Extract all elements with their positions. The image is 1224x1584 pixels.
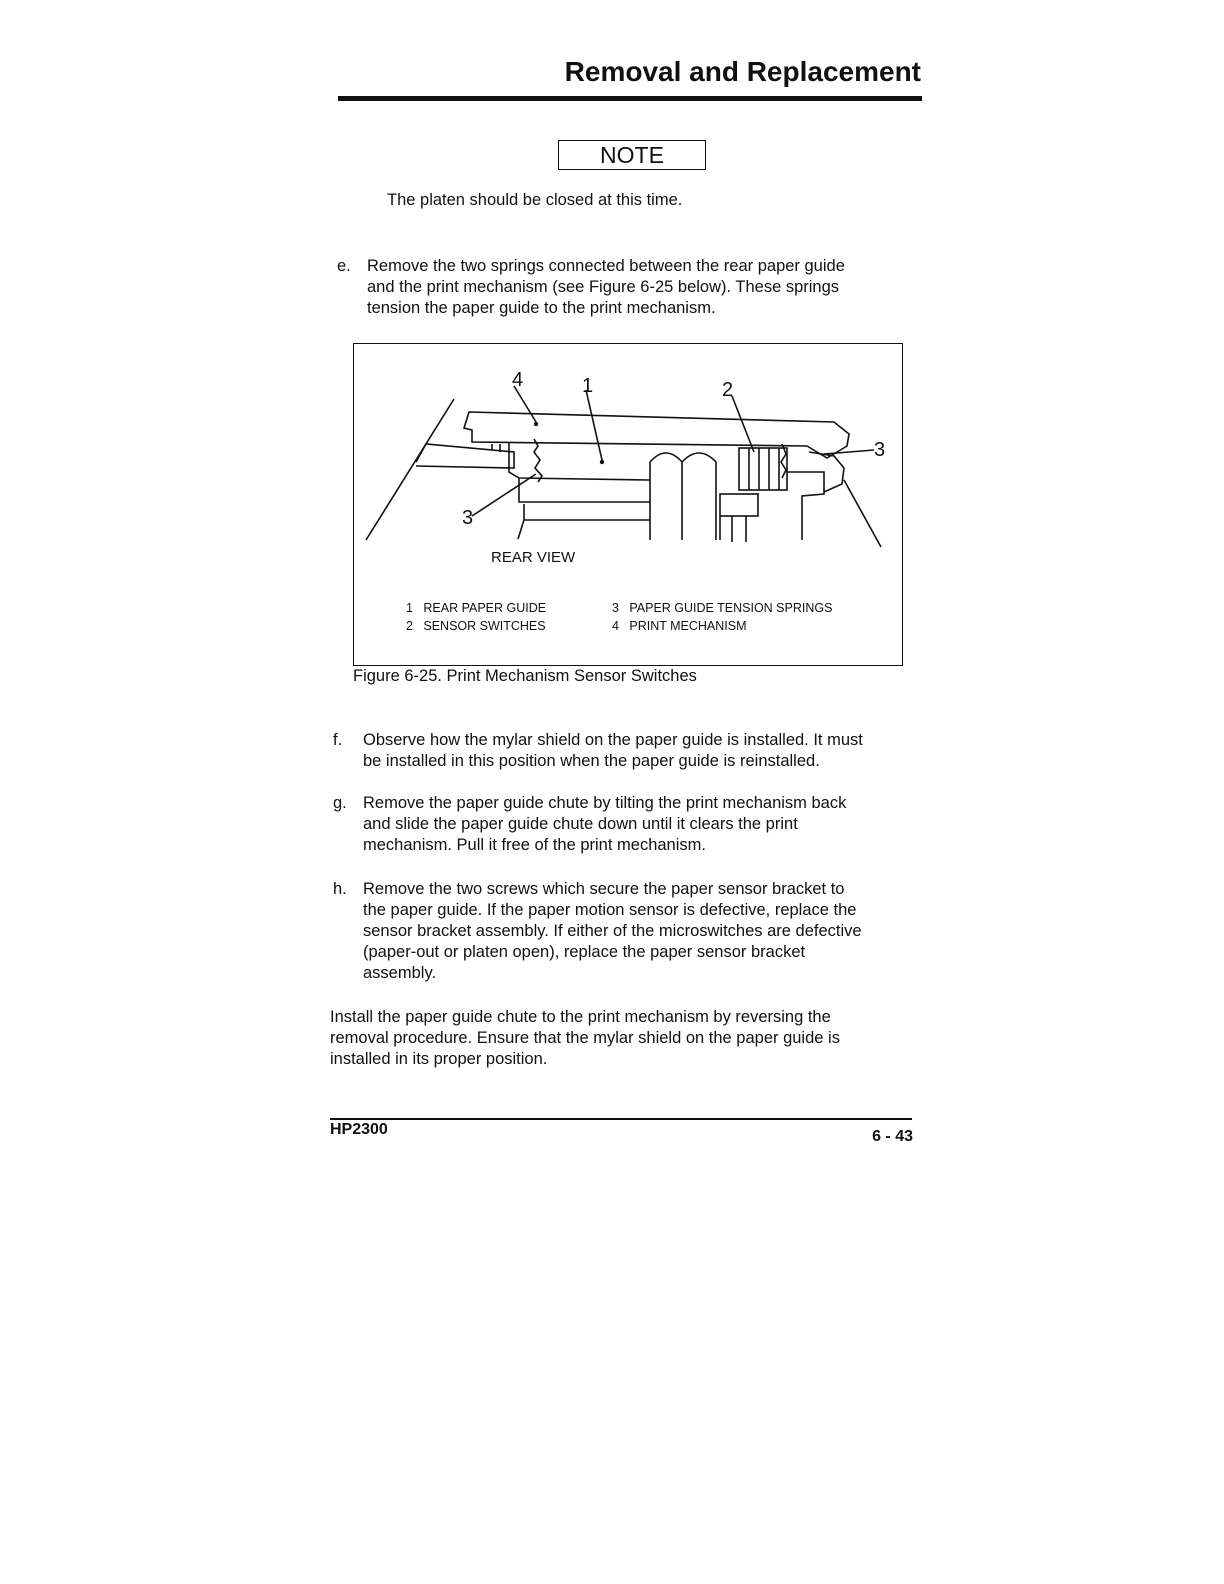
title-rule	[338, 96, 922, 101]
callout-4: 4	[512, 369, 524, 391]
step-text	[363, 879, 862, 984]
roller-right	[682, 453, 716, 540]
step-text	[363, 793, 846, 856]
step-line: and slide the paper guide chute down until it clears the print	[363, 815, 798, 833]
note-text: The platen should be closed at this time.	[387, 191, 683, 209]
figure-caption: Figure 6-25. Print Mechanism Sensor Switches	[353, 667, 697, 685]
paragraph-line: Install the paper guide chute to the print mechanism by reversing the	[330, 1008, 831, 1026]
roller-left	[650, 453, 682, 540]
step-text	[363, 730, 863, 772]
spring-left	[534, 439, 542, 482]
step-line: sensor bracket assembly. If either of the microswitches are defective	[363, 922, 862, 940]
spring-right	[781, 444, 786, 478]
legend-item	[406, 617, 546, 635]
step-line: Remove the paper guide chute by tilting the print mechanism back	[363, 794, 847, 812]
step-line: assembly.	[363, 964, 437, 982]
legend-label: SENSOR SWITCHES	[423, 619, 546, 633]
step-line: (paper-out or platen open), replace the paper sensor bracket	[363, 943, 806, 961]
figure-legend	[406, 599, 886, 639]
step-line: mechanism. Pull it free of the print mechanism.	[363, 836, 706, 854]
paragraph-line: installed in its proper position.	[330, 1050, 548, 1068]
legend-item	[612, 617, 832, 635]
footer-page-number: 6 - 43	[872, 1128, 913, 1145]
callout-3-right: 3	[874, 439, 886, 461]
legend-item	[406, 599, 546, 617]
step-line: Observe how the mylar shield on the paper guide is installed. It must	[363, 731, 863, 749]
right-bracket	[787, 472, 824, 540]
step-h	[333, 879, 933, 985]
callout-3-left: 3	[462, 507, 474, 529]
legend-num: 2	[406, 619, 413, 633]
legend-label: PRINT MECHANISM	[629, 619, 747, 633]
step-marker: f.	[333, 731, 343, 749]
legend-num: 1	[406, 601, 413, 615]
legend-label: REAR PAPER GUIDE	[423, 601, 547, 615]
step-line: the paper guide. If the paper motion sensor is defective, replace the	[363, 901, 857, 919]
step-marker: g.	[333, 794, 347, 812]
step-line: tension the paper guide to the print mechanism.	[367, 299, 716, 317]
closing-paragraph	[330, 1007, 930, 1070]
step-f	[333, 730, 933, 774]
legend-num: 4	[612, 619, 619, 633]
legend-label: PAPER GUIDE TENSION SPRINGS	[629, 601, 833, 615]
step-marker: h.	[333, 880, 347, 898]
step-line: Remove the two springs connected between the rear paper guide	[367, 257, 845, 275]
step-text	[367, 256, 845, 319]
mechanism-body	[509, 442, 650, 480]
step-line: and the print mechanism (see Figure 6-25 below). These springs	[367, 278, 840, 296]
rear-paper-guide	[464, 412, 849, 458]
footer-model: HP2300	[330, 1121, 388, 1138]
footer-rule	[330, 1118, 912, 1120]
paragraph-line: removal procedure. Ensure that the mylar shield on the paper guide is	[330, 1029, 840, 1047]
figure-6-25	[353, 343, 903, 666]
view-label: REAR VIEW	[491, 549, 576, 566]
legend-item	[612, 599, 832, 617]
step-marker: e.	[337, 257, 351, 275]
step-e	[337, 256, 937, 320]
frame-line-right	[844, 480, 881, 547]
step-g	[333, 793, 933, 857]
page-title: Removal and Replacement	[564, 56, 921, 87]
step-line: be installed in this position when the paper guide is reinstalled.	[363, 752, 820, 770]
callout-1: 1	[582, 375, 594, 397]
lower-block	[720, 494, 758, 516]
step-line: Remove the two screws which secure the paper sensor bracket to	[363, 880, 845, 898]
frame-line-left	[366, 399, 454, 540]
legend-num: 3	[612, 601, 619, 615]
note-label: NOTE	[558, 140, 706, 170]
callout-2: 2	[722, 379, 734, 401]
